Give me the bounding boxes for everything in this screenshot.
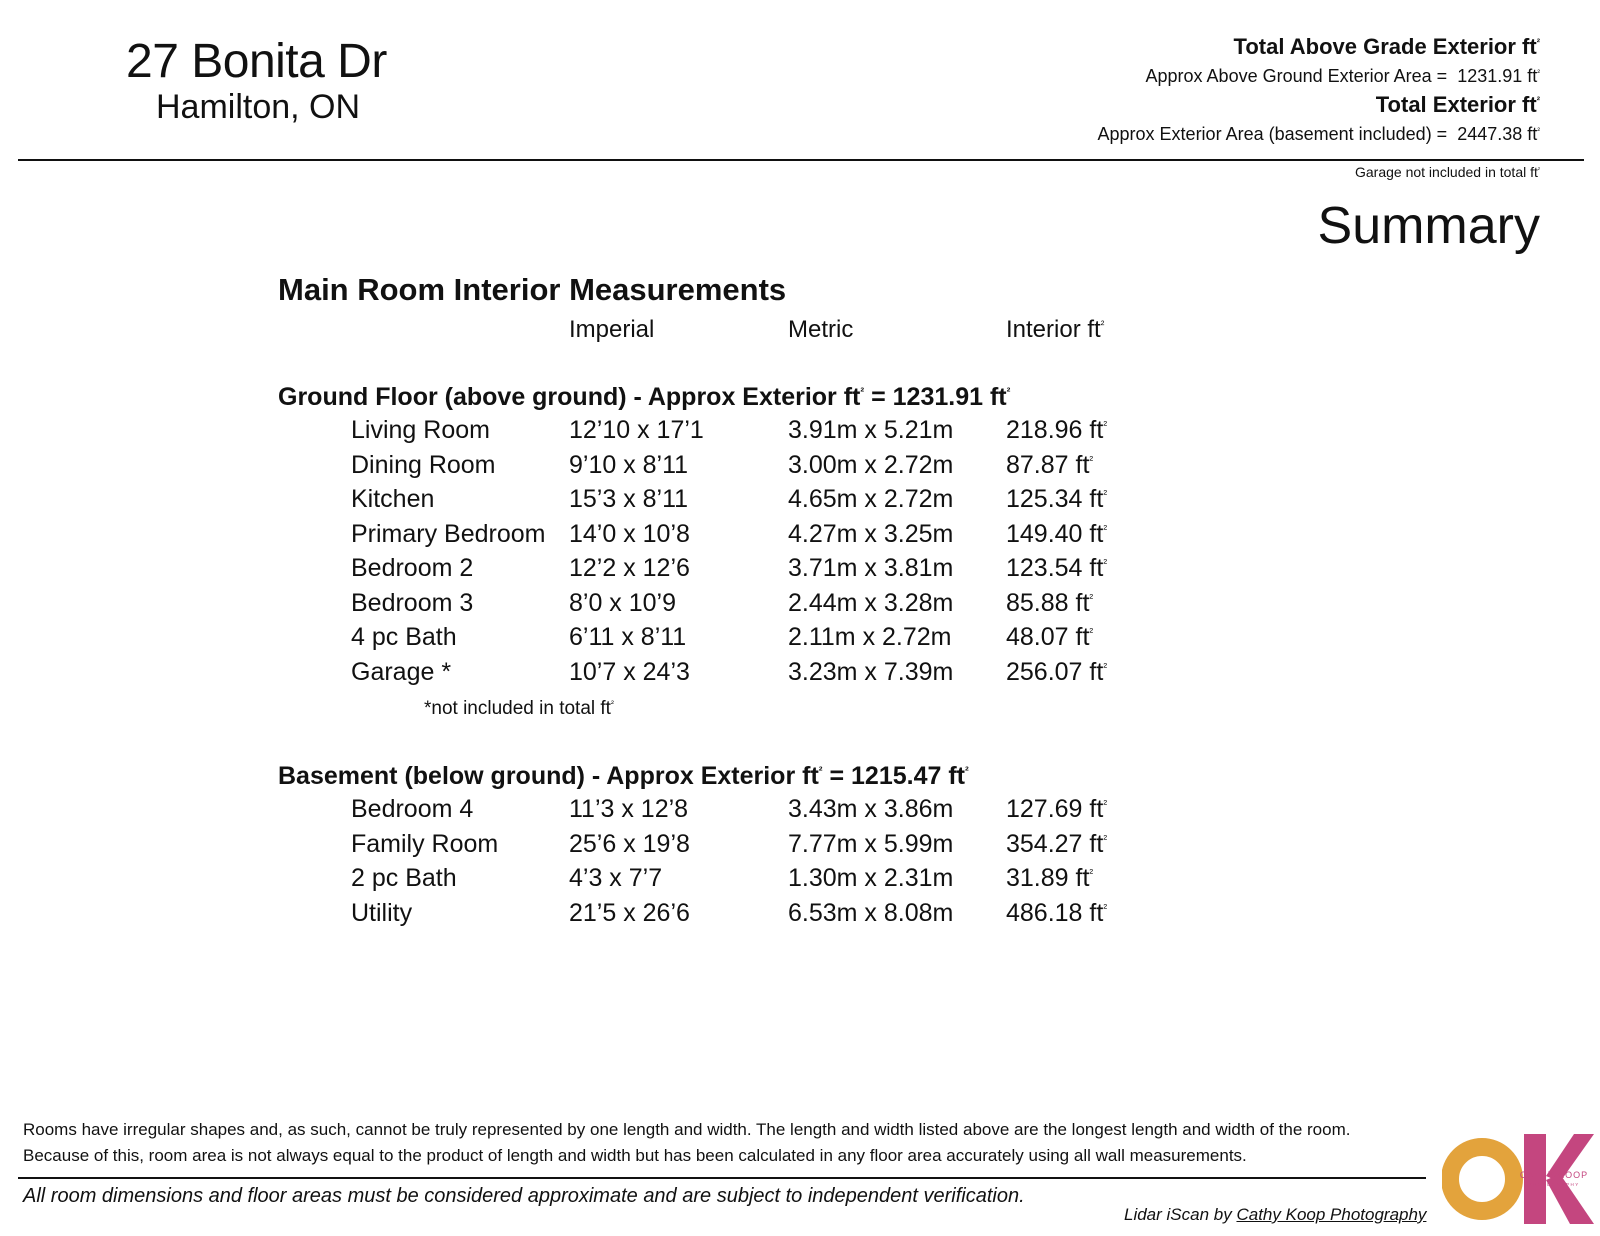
table-row: Bedroom 3 8’0 x 10’9 2.44m x 3.28m 85.88 $ft^{^2}$ — [351, 588, 1094, 617]
logo-subtext: PHOTOGRAPHY — [1528, 1182, 1580, 1187]
column-header-imperial: Imperial — [569, 316, 655, 343]
room-name: Dining Room — [351, 450, 496, 479]
credit-link[interactable]: Cathy Koop Photography — [1236, 1205, 1427, 1224]
table-row: Utility 21’5 x 26’6 6.53m x 8.08m 486.18 $ft^{^2}$ — [351, 898, 1108, 927]
table-row: Bedroom 4 11’3 x 12’8 3.43m x 3.86m 127.69 $ft^{^2}$ — [351, 795, 1108, 823]
address-street: 27 Bonita Dr — [126, 35, 387, 88]
room-name: Kitchen — [351, 485, 435, 513]
ground-floor-rows — [0, 416, 1200, 692]
interior-area: 127.69 ft — [1006, 795, 1104, 823]
imperial-dimension: 6’11 x 8’11 — [569, 623, 687, 651]
metric-dimension: 4.27m x 3.25m — [788, 519, 954, 548]
metric-dimension: 3.43m x 3.86m — [788, 795, 954, 823]
main-title: Main Room Interior Measurements — [278, 272, 787, 307]
disclaimer-line-2: Because of this, room area is not always equal to the product of length and width but has been calculated in any floor area accurately using all wall measurements. — [23, 1146, 1247, 1165]
garage-note: Garage not included in total $ft^{^2}$ — [1354, 164, 1540, 180]
imperial-dimension: 15’3 x 8’11 — [569, 485, 689, 513]
approximate-note: All room dimensions and floor areas must be considered approximate and are subject to independent verification. — [23, 1185, 1025, 1207]
interior-area: 87.87 ft — [1006, 450, 1090, 479]
total-exterior-value: 2447.38 ft — [1457, 124, 1538, 144]
interior-area: 31.89 ft — [1006, 864, 1090, 892]
disclaimer-line-1: Rooms have irregular shapes and, as such, cannot be truly represented by one length and width. The length and width listed above are the longest length and width of the room. — [23, 1120, 1351, 1139]
imperial-dimension: 12’2 x 12’6 — [569, 554, 690, 582]
interior-area: 486.18 ft — [1006, 898, 1104, 927]
cathy-koop-logo-icon — [1442, 1134, 1594, 1224]
room-name: Bedroom 4 — [351, 795, 474, 823]
above-grade-area: Approx Above Ground Exterior Area = 1231.91 $ft^{^2}$ — [1145, 66, 1540, 86]
metric-dimension: 3.71m x 3.81m — [788, 554, 954, 582]
table-row: 2 pc Bath 4’3 x 7’7 1.30m x 2.31m 31.89 $ft^{^2}$ — [351, 864, 1094, 892]
above-grade-label: Approx Above Ground Exterior Area = — [1145, 66, 1448, 86]
imperial-dimension: 9’10 x 8’11 — [569, 450, 689, 479]
ground-floor-total: = 1231.91 ft — [871, 383, 1007, 411]
interior-area: 354.27 ft — [1006, 829, 1104, 858]
table-row: 4 pc Bath 6’11 x 8’11 2.11m x 2.72m 48.07 $ft^{^2}$ — [351, 623, 1094, 651]
garage-footnote: *not included in total $ft^{^2}$ — [424, 698, 614, 719]
basement-total: = 1215.47 ft — [829, 762, 965, 790]
logo-o-shape — [1450, 1147, 1514, 1211]
table-row: Bedroom 2 12’2 x 12’6 3.71m x 3.81m 123.54 $ft^{^2}$ — [351, 554, 1108, 582]
above-grade-value: 1231.91 ft — [1457, 66, 1538, 86]
imperial-dimension: 14’0 x 10’8 — [569, 519, 690, 548]
metric-dimension: 3.00m x 2.72m — [788, 450, 954, 479]
table-row: Kitchen 15’3 x 8’11 4.65m x 2.72m 125.34 $ft^{^2}$ — [351, 485, 1108, 513]
disclaimer — [23, 1117, 1443, 1169]
room-name: Living Room — [351, 416, 490, 444]
table-row: Garage * 10’7 x 24’3 3.23m x 7.39m 256.07 $ft^{^2}$ — [351, 657, 1108, 686]
imperial-dimension: 4’3 x 7’7 — [569, 864, 663, 892]
credit — [1124, 1205, 1426, 1225]
interior-area: 85.88 ft — [1006, 588, 1090, 617]
header-divider — [18, 159, 1584, 161]
room-name: Garage * — [351, 657, 452, 686]
room-name: Utility — [351, 898, 413, 927]
imperial-dimension: 11’3 x 12’8 — [569, 795, 689, 823]
total-exterior-title-text: Total Exterior ft — [1375, 92, 1537, 117]
table-row: Primary Bedroom 14’0 x 10’8 4.27m x 3.25m 149.40 $ft^{^2}$ — [351, 519, 1108, 548]
total-exterior-label: Approx Exterior Area (basement included) = — [1097, 124, 1448, 144]
total-exterior-title: Total Exterior $ft^{^2}$ — [1375, 92, 1540, 117]
metric-dimension: 4.65m x 2.72m — [788, 485, 954, 513]
metric-dimension: 2.44m x 3.28m — [788, 588, 954, 617]
interior-area: 123.54 ft — [1006, 554, 1104, 582]
ground-floor-title: Ground Floor (above ground) - Approx Exterior $ft^{^2} = 1231.91$ $ft^{^2}$ — [278, 383, 1011, 411]
imperial-dimension: 10’7 x 24’3 — [569, 657, 690, 686]
room-name: Family Room — [351, 829, 499, 858]
basement-title: Basement (below ground) - Approx Exterior $ft^{^2} = 1215.47$ $ft^{^2}$ — [278, 762, 969, 790]
table-row: Dining Room 9’10 x 8’11 3.00m x 2.72m 87.87 $ft^{^2}$ — [351, 450, 1094, 479]
metric-dimension: 3.23m x 7.39m — [788, 657, 954, 686]
column-header-interior: Interior $ft^{^2}$ — [1006, 316, 1105, 343]
imperial-dimension: 8’0 x 10’9 — [569, 588, 677, 617]
table-row: Living Room 12’10 x 17’1 3.91m x 5.21m 218.96 $ft^{^2}$ — [351, 416, 1108, 444]
room-name: Bedroom 3 — [351, 588, 474, 617]
total-exterior-area: Approx Exterior Area (basement included) = 2447.38 $ft^{^2}$ — [1097, 124, 1540, 144]
summary-title: Summary — [1317, 197, 1540, 255]
interior-area: 149.40 ft — [1006, 519, 1104, 548]
imperial-dimension: 25’6 x 19’8 — [569, 829, 690, 858]
interior-area: 218.96 ft — [1006, 416, 1104, 444]
room-name: 2 pc Bath — [351, 864, 457, 892]
basement-rows — [0, 795, 1200, 933]
interior-area: 256.07 ft — [1006, 657, 1104, 686]
interior-area: 48.07 ft — [1006, 623, 1090, 651]
metric-dimension: 3.91m x 5.21m — [788, 416, 954, 444]
logo-text: CATHY KOOP — [1519, 1170, 1589, 1180]
imperial-dimension: 12’10 x 17’1 — [569, 416, 704, 444]
room-name: Primary Bedroom — [351, 519, 546, 548]
metric-dimension: 6.53m x 8.08m — [788, 898, 954, 927]
imperial-dimension: 21’5 x 26’6 — [569, 898, 690, 927]
room-name: Bedroom 2 — [351, 554, 474, 582]
table-row: Family Room 25’6 x 19’8 7.77m x 5.99m 354.27 $ft^{^2}$ — [351, 829, 1108, 858]
credit-prefix: Lidar iScan by — [1124, 1205, 1232, 1224]
metric-dimension: 1.30m x 2.31m — [788, 864, 954, 892]
above-grade-title: Total Above Grade Exterior $ft^{^2}$ — [1233, 34, 1540, 59]
metric-dimension: 2.11m x 2.72m — [788, 623, 952, 651]
column-header-metric: Metric — [788, 316, 854, 343]
above-grade-title-text: Total Above Grade Exterior ft — [1233, 34, 1537, 59]
room-name: 4 pc Bath — [351, 623, 457, 651]
interior-area: 125.34 ft — [1006, 485, 1104, 513]
address-city: Hamilton, ON — [156, 88, 361, 126]
footer-divider — [18, 1177, 1426, 1179]
metric-dimension: 7.77m x 5.99m — [788, 829, 954, 858]
